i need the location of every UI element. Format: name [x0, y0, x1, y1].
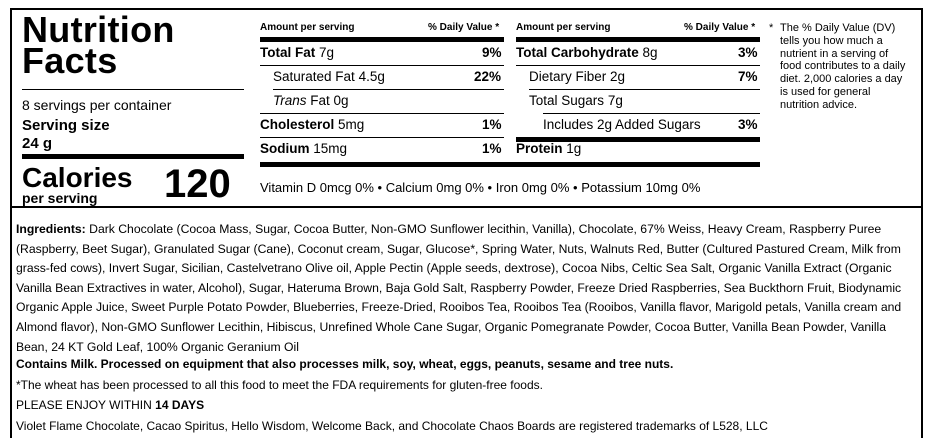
divider-thick [516, 37, 760, 42]
daily-value-footnote: The % Daily Value (DV) tells you how much a nutrient in a serving of food contributes to a daily diet. 2,000 calories a day is used for general nutrition advice. [780, 22, 906, 111]
nutrient-total-fat: Total Fat 7g [260, 45, 335, 60]
dv-saturated-fat: 22% [474, 69, 502, 84]
ingredients: Ingredients: Dark Chocolate (Cocoa Mass, Sugar, Cocoa Butter, Non-GMO Sunflower lecithin, Vanilla), Chocolate, 67% Weiss, Heavy Cream, Raspberry Puree (Raspberry, Beet Sugar), Granulated Sugar (Cane), Coconut cream, Sugar, Glucose*, Spring Water, Nuts, Walnuts Red, Butter (Cultured Pastured Cream, Milk from grass-fed cows), Invert Sugar, Sicilian, Castelvetrano Olive oil, Apple Pectin (Apple seeds, dextrose), Cocoa Nibs, Celtic Sea Salt, Organic Vanilla Extract (Organic Vanilla Bean Extractives in water, Alcohol), Sugar, Hateruma Brown, Baja Gold Salt, Raspberry Powder, Freeze Dried Raspberries, Sea Buckthorn Fruit, Biodynamic Organic Apple Juice, Sweet Purple Potato Powder, Blueberries, Freeze-Dried, Rooibos Tea, Rooibos Tea (Rooibos, Vanilla flavor, Marigold petals, Vanilla cream and Almond flavor), Non-GMO Sunflower Lecithin, Hibiscus, Unrefined Whole Cane Sugar, Organic Pomegranate Powder, Cocoa Butter, Vanilla Bean Powder, Vanilla Bean, 24 KT Gold Leaf, 100% Organic Geranium Oil [16, 222, 902, 354]
nutrition-facts-title: Nutrition Facts [22, 9, 175, 81]
divider [12, 206, 921, 208]
nutrient-protein: Protein 1g [516, 141, 582, 156]
nutrient-total-carbohydrate: Total Carbohydrate 8g [516, 45, 658, 60]
calories-per-serving: per serving [22, 190, 98, 206]
divider [529, 89, 760, 90]
divider-thick [260, 37, 504, 42]
vitamins-minerals: Vitamin D 0mcg 0% • Calcium 0mg 0% • Iron 0mg 0% • Potassium 10mg 0% [260, 180, 701, 195]
divider [273, 89, 504, 90]
dv-total-carbohydrate: 3% [738, 45, 758, 60]
divider [260, 113, 504, 114]
divider [22, 89, 244, 90]
divider-thick [260, 162, 760, 167]
dv-cholesterol: 1% [482, 117, 502, 132]
nutrient-total-sugars: Total Sugars 7g [529, 93, 623, 108]
divider [516, 65, 760, 66]
servings-per-container: 8 servings per container [22, 97, 172, 113]
trademarks: Violet Flame Chocolate, Cacao Spiritus, Hello Wisdom, Welcome Back, and Chocolate Chaos Boards are registered trademarks of L528, LLC [16, 419, 768, 433]
dv-total-fat: 9% [482, 45, 502, 60]
header-amount-right: Amount per serving [516, 22, 611, 33]
dv-added-sugars: 3% [738, 117, 758, 132]
nutrition-label [10, 8, 923, 438]
enjoy-within: PLEASE ENJOY WITHIN 14 DAYS [16, 398, 205, 412]
footnote-star: * [769, 22, 774, 34]
nutrient-sodium: Sodium 15mg [260, 141, 348, 156]
dv-sodium: 1% [482, 141, 502, 156]
serving-size-label: Serving size [22, 117, 110, 134]
nutrient-trans-fat: Trans Fat 0g [273, 93, 349, 108]
calories-label: Calories [22, 162, 133, 193]
nutrient-added-sugars: Includes 2g Added Sugars [543, 117, 701, 132]
divider [260, 65, 504, 66]
calories-value: 120 [164, 162, 231, 206]
header-dv-left: % Daily Value * [428, 22, 500, 33]
gluten-note: *The wheat has been processed to all this food to meet the FDA requirements for gluten-free foods. [16, 378, 543, 392]
nutrient-dietary-fiber: Dietary Fiber 2g [529, 69, 626, 84]
divider [543, 113, 760, 114]
nutrient-cholesterol: Cholesterol 5mg [260, 117, 365, 132]
dv-dietary-fiber: 7% [738, 69, 758, 84]
nutrient-saturated-fat: Saturated Fat 4.5g [273, 69, 385, 84]
header-amount-left: Amount per serving [260, 22, 355, 33]
serving-size-value: 24 g [22, 135, 53, 152]
header-dv-right: % Daily Value * [684, 22, 756, 33]
divider [260, 137, 504, 138]
allergen-statement: Contains Milk. Processed on equipment that also processes milk, soy, wheat, eggs, peanuts, sesame and tree nuts. [16, 357, 674, 371]
divider-thick [22, 154, 244, 159]
